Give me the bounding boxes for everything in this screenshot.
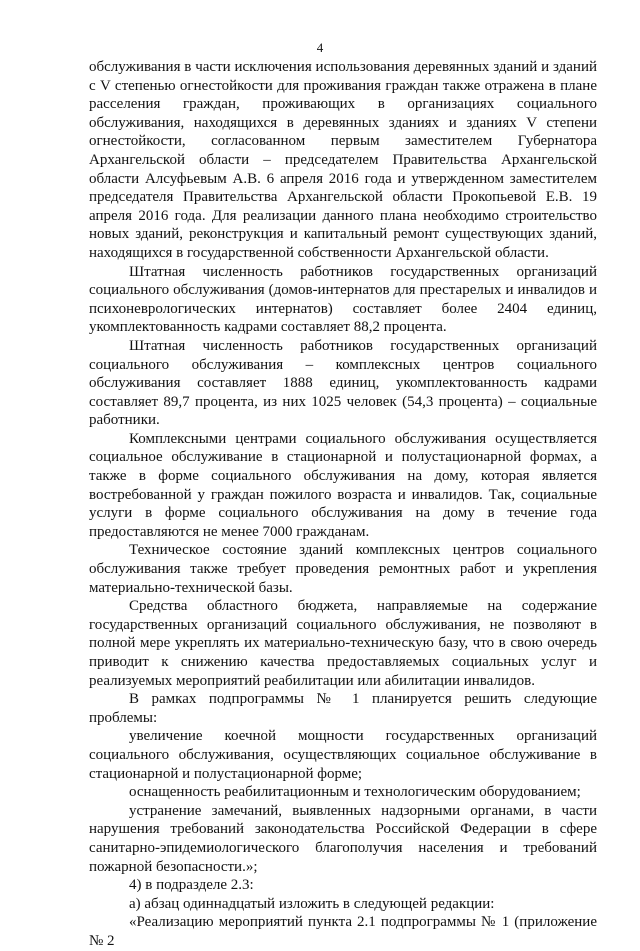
- list-item-bed-capacity: увеличение коечной мощности государственных организаций социального обслуживания, осуществляющих социальное обслуживание в стационарной и полустационарной форме;: [89, 728, 597, 782]
- page-number: 4: [316, 40, 324, 55]
- list-item-equipment: оснащенность реабилитационным и технологическим оборудованием;: [129, 784, 581, 801]
- amendment-item-4: 4) в подразделе 2.3:: [129, 877, 254, 894]
- paragraph-staff-complex-centers: Штатная численность работников государственных организаций социального обслуживания – комплексных центров социального обслуживания составляет 1888 единиц, укомплектованность кадрами составляет 89,7 процента, из них 1025 человек (54,3 процента) – социальные работники.: [89, 337, 597, 429]
- paragraph-continuation: обслуживания в части исключения использования деревянных зданий и зданий с V степенью огнестойкости для проживания граждан также отражена в плане расселения граждан, проживающих в организациях социального обслуживания, находящихся в деревянных зданиях и зданиях V степени огнестойкости, согласованном первым заместителем Губернатора Архангельской области – председателем Правительства Архангельской области Алсуфьевым А.В. 6 апреля 2016 года и утвержденном заместителем председателя Правительства Архангельской области Прокопьевой Е.В. 19 апреля 2016 года. Для реализации данного плана необходимо строительство новых зданий, реконструкция и капитальный ремонт существующих зданий, находящихся в государственной собственности Архангельской области.: [89, 59, 597, 261]
- list-item-remarks: устранение замечаний, выявленных надзорными органами, в части нарушения требований законодательства Российской Федерации в сфере санитарно-эпидемиологического благополучия населения и требований пожарной безопасности.»;: [89, 802, 597, 875]
- paragraph-subprogram-problems: В рамках подпрограммы № 1 планируется решить следующие проблемы:: [89, 691, 597, 726]
- document-body: [89, 58, 597, 951]
- paragraph-technical-condition: Техническое состояние зданий комплексных центров социального обслуживания также требует проведения ремонтных работ и укрепления материально-технической базы.: [89, 542, 597, 596]
- paragraph-regional-budget: Средства областного бюджета, направляемые на содержание государственных организаций социального обслуживания, не позволяют в полной мере укреплять их материально-техническую базу, что в свою очередь приводит к снижению качества предоставляемых социальных услуг и реализуемых мероприятий реабилитации или абилитации инвалидов.: [89, 598, 597, 689]
- paragraph-complex-centers-services: Комплексными центрами социального обслуживания осуществляется социальное обслуживание в стационарной и полустационарной формах, а также в форме социального обслуживания на дому, которая является востребованной у граждан пожилого возраста и инвалидов. Так, социальные услуги в форме социального обслуживания на дому в течение года предоставляются не менее 7000 гражданам.: [89, 430, 597, 540]
- amendment-quote-start: «Реализацию мероприятий пункта 2.1 подпрограммы № 1 (приложение № 2: [89, 914, 597, 949]
- amendment-subitem-a: а) абзац одиннадцатый изложить в следующей редакции:: [129, 895, 495, 912]
- paragraph-staff-boarding-homes: Штатная численность работников государственных организаций социального обслуживания (домов-интернатов для престарелых и инвалидов и психоневрологических интернатов) составляет более 2404 единиц, укомплектованность кадрами составляет 88,2 процента.: [89, 263, 597, 336]
